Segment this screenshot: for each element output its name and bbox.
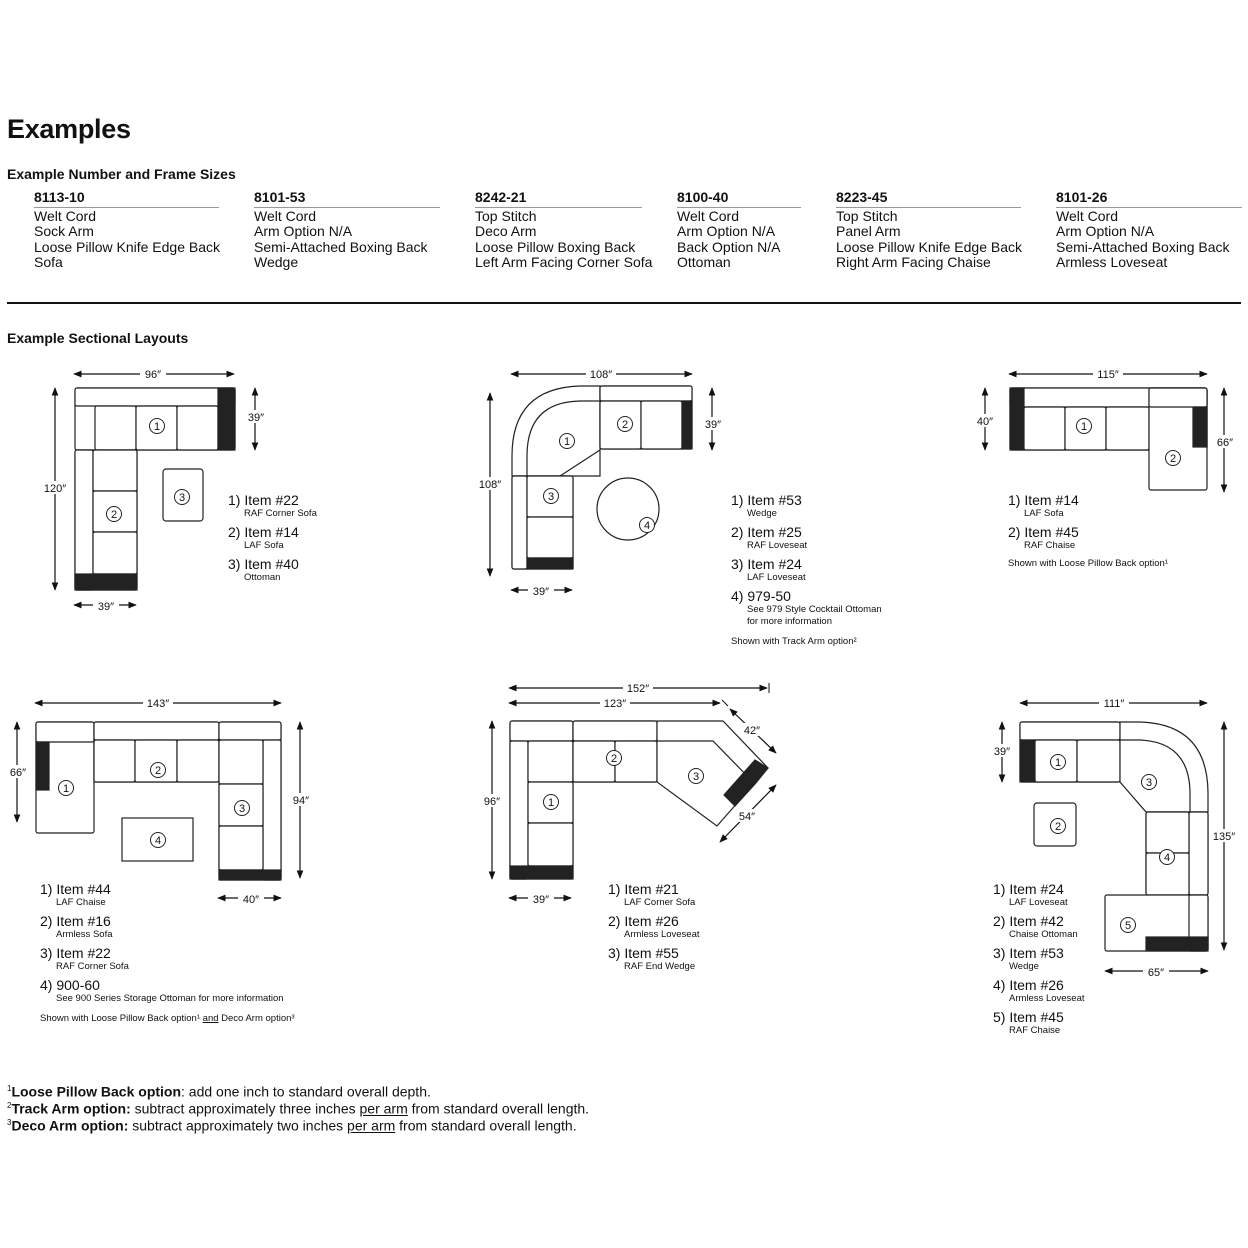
position-marker-label: 1 [547, 797, 555, 809]
legend-sub: RAF Corner Sofa [244, 508, 317, 519]
frame-line: Left Arm Facing Corner Sofa [475, 254, 653, 270]
legend-item: 3) Item #40 [228, 556, 299, 572]
legend-item: 3) Item #53 [993, 945, 1064, 961]
dim-label: 40″ [242, 894, 260, 906]
legend-sub: RAF End Wedge [624, 961, 696, 972]
footnote-text: subtract approximately three inches [130, 1100, 360, 1117]
note-part: Deco Arm option³ [221, 1013, 295, 1024]
position-marker-label: 3 [1145, 777, 1153, 789]
legend-sub: RAF Chaise [1009, 1025, 1061, 1036]
legend-item: 4) Item #26 [993, 977, 1064, 993]
dim-label: 54″ [738, 811, 756, 823]
frame-number: 8242-21 [475, 190, 642, 208]
position-marker-label: 1 [1054, 757, 1062, 769]
legend-sub: LAF Sofa [244, 540, 284, 551]
layouts-heading: Example Sectional Layouts [7, 330, 189, 346]
layout-2-diagram [512, 386, 692, 569]
dim-label: 65″ [1147, 967, 1165, 979]
frame-line: Right Arm Facing Chaise [836, 254, 991, 270]
position-marker-label: 3 [178, 492, 186, 504]
frame-line: Top Stitch [836, 207, 898, 224]
layout-6-legend [993, 881, 1085, 1041]
position-marker-label: 4 [1163, 852, 1171, 864]
dim-label: 39″ [704, 419, 722, 431]
layout-3-diagram [1010, 388, 1207, 490]
dim-label: 123″ [603, 698, 627, 710]
legend-item: 4) 979-50 [731, 588, 791, 604]
dim-label: 39″ [97, 601, 115, 613]
dim-label: 94″ [292, 795, 310, 807]
position-marker-label: 1 [563, 436, 571, 448]
frame-line: Ottoman [677, 254, 731, 270]
frame-line: Loose Pillow Knife Edge Back [34, 238, 220, 255]
dim-label: 108″ [589, 369, 613, 381]
dim-label: 66″ [9, 767, 27, 779]
legend-item: 1) Item #21 [608, 881, 679, 897]
legend-sub: Armless Sofa [56, 929, 113, 940]
frame-number: 8101-53 [254, 190, 440, 208]
legend-note [40, 1011, 295, 1027]
legend-sub: See 979 Style Cocktail Ottoman for more information [747, 604, 882, 627]
frame-line: Panel Arm [836, 223, 901, 239]
frame-line: Loose Pillow Boxing Back [475, 238, 636, 255]
footnote-mark: 2 [7, 1101, 12, 1110]
frame-line: Wedge [254, 254, 299, 270]
position-marker-label: 1 [1080, 421, 1088, 433]
frame-line: Arm Option N/A [254, 223, 353, 239]
legend-item: 2) Item #14 [228, 524, 299, 540]
legend-item: 2) Item #16 [40, 913, 111, 929]
dim-label: 40″ [976, 416, 994, 428]
footnote-term: Loose Pillow Back option [11, 1083, 182, 1100]
dim-label: 96″ [144, 369, 162, 381]
footnote-text: from standard overall length. [395, 1117, 577, 1134]
legend-sub: LAF Sofa [1024, 508, 1064, 519]
position-marker-label: 4 [643, 520, 651, 532]
frame-line: Back Option N/A [677, 238, 781, 255]
frame-number: 8113-10 [34, 190, 219, 208]
note-and: and [202, 1013, 219, 1024]
legend-item: 3) Item #55 [608, 945, 679, 961]
legend-item: 2) Item #42 [993, 913, 1064, 929]
position-marker-label: 2 [154, 765, 162, 777]
legend-sub: Armless Loveseat [624, 929, 700, 940]
layout-3-legend [1008, 492, 1168, 572]
footnote-mark: 1 [7, 1084, 12, 1093]
dim-label: 111″ [1103, 698, 1125, 710]
position-marker-label: 5 [1124, 920, 1132, 932]
legend-item: 2) Item #45 [1008, 524, 1079, 540]
legend-sub: RAF Chaise [1024, 540, 1076, 551]
dim-label: 143″ [146, 698, 170, 710]
frame-line: Welt Cord [1056, 207, 1118, 224]
layout-4-legend [40, 881, 295, 1027]
footnote-3 [7, 1114, 577, 1135]
frame-line: Arm Option N/A [1056, 223, 1155, 239]
frame-line: Loose Pillow Knife Edge Back [836, 238, 1022, 255]
frame-line: Sofa [34, 254, 63, 270]
legend-item: 4) 900-60 [40, 977, 100, 993]
legend-sub: LAF Chaise [56, 897, 106, 908]
legend-sub: RAF Loveseat [747, 540, 808, 551]
legend-sub: Ottoman [244, 572, 281, 583]
position-marker-label: 2 [1054, 821, 1062, 833]
legend-item: 3) Item #22 [40, 945, 111, 961]
legend-item: 3) Item #24 [731, 556, 802, 572]
dim-label: 108″ [478, 479, 502, 491]
dim-label: 39″ [993, 746, 1011, 758]
legend-sub: Armless Loveseat [1009, 993, 1085, 1004]
position-marker-label: 3 [238, 803, 246, 815]
frame-line: Deco Arm [475, 223, 537, 239]
position-marker-label: 2 [1169, 453, 1177, 465]
dim-label: 39″ [247, 412, 265, 424]
frame-line: Top Stitch [475, 207, 537, 224]
legend-item: 5) Item #45 [993, 1009, 1064, 1025]
frame-line: Semi-Attached Boxing Back [1056, 238, 1230, 255]
legend-sub: LAF Loveseat [747, 572, 806, 583]
frame-line: Welt Cord [34, 207, 96, 224]
legend-sub: See 900 Series Storage Ottoman for more information [56, 993, 284, 1004]
legend-note: Shown with Track Arm option² [731, 636, 857, 647]
layout-2-legend [731, 492, 882, 650]
frame-line: Welt Cord [677, 207, 739, 224]
position-marker-label: 2 [621, 419, 629, 431]
dim-label: 66″ [1216, 437, 1234, 449]
frame-line: Welt Cord [254, 207, 316, 224]
position-marker-label: 2 [610, 753, 618, 765]
frame-number: 8100-40 [677, 190, 801, 208]
dim-label: 39″ [532, 586, 550, 598]
footnote-term: Deco Arm option: [11, 1117, 129, 1134]
legend-item: 1) Item #14 [1008, 492, 1079, 508]
legend-item: 1) Item #53 [731, 492, 802, 508]
legend-sub: LAF Corner Sofa [624, 897, 696, 908]
position-marker-label: 2 [110, 509, 118, 521]
legend-sub: Wedge [1009, 961, 1039, 972]
frames-heading: Example Number and Frame Sizes [7, 166, 236, 182]
dim-label: 42″ [743, 725, 761, 737]
position-marker-label: 1 [153, 421, 161, 433]
frame-line: Armless Loveseat [1056, 254, 1168, 270]
legend-item: 2) Item #25 [731, 524, 802, 540]
footnote-text: subtract approximately two inches [128, 1117, 348, 1134]
footnote-text: : add one inch to standard overall depth. [181, 1083, 431, 1100]
footnote-mark: 3 [7, 1118, 12, 1127]
dim-label: 135″ [1212, 831, 1236, 843]
legend-note: Shown with Loose Pillow Back option¹ [1008, 558, 1169, 569]
legend-sub: Chaise Ottoman [1009, 929, 1078, 940]
layout-5-legend [608, 881, 700, 977]
position-marker-label: 3 [547, 491, 555, 503]
frame-number: 8101-26 [1056, 190, 1242, 208]
position-marker-label: 1 [62, 783, 70, 795]
dim-label: 115″ [1097, 369, 1119, 381]
dim-label: 96″ [483, 796, 501, 808]
footnote-underline: per arm [359, 1100, 408, 1117]
footnote-term: Track Arm option: [11, 1100, 131, 1117]
frame-line: Semi-Attached Boxing Back [254, 238, 428, 255]
layout-1-legend [228, 492, 317, 588]
dim-label: 39″ [532, 894, 550, 906]
legend-item: 1) Item #44 [40, 881, 111, 897]
frame-number: 8223-45 [836, 190, 1021, 208]
legend-item: 1) Item #24 [993, 881, 1064, 897]
note-part: Shown with Loose Pillow Back option¹ [40, 1013, 201, 1024]
position-marker-label: 3 [692, 771, 700, 783]
legend-sub: RAF Corner Sofa [56, 961, 129, 972]
legend-item: 2) Item #26 [608, 913, 679, 929]
legend-item: 1) Item #22 [228, 492, 299, 508]
legend-sub: Wedge [747, 508, 777, 519]
footnote-text: from standard overall length. [407, 1100, 590, 1117]
position-marker-label: 4 [154, 835, 162, 847]
footnote-underline: per arm [347, 1117, 396, 1134]
frame-line: Arm Option N/A [677, 223, 776, 239]
dim-label: 120″ [43, 483, 67, 495]
page-title: Examples [7, 114, 131, 144]
legend-sub: LAF Loveseat [1009, 897, 1068, 908]
frame-line: Sock Arm [34, 223, 94, 239]
dim-label: 152″ [626, 683, 650, 695]
